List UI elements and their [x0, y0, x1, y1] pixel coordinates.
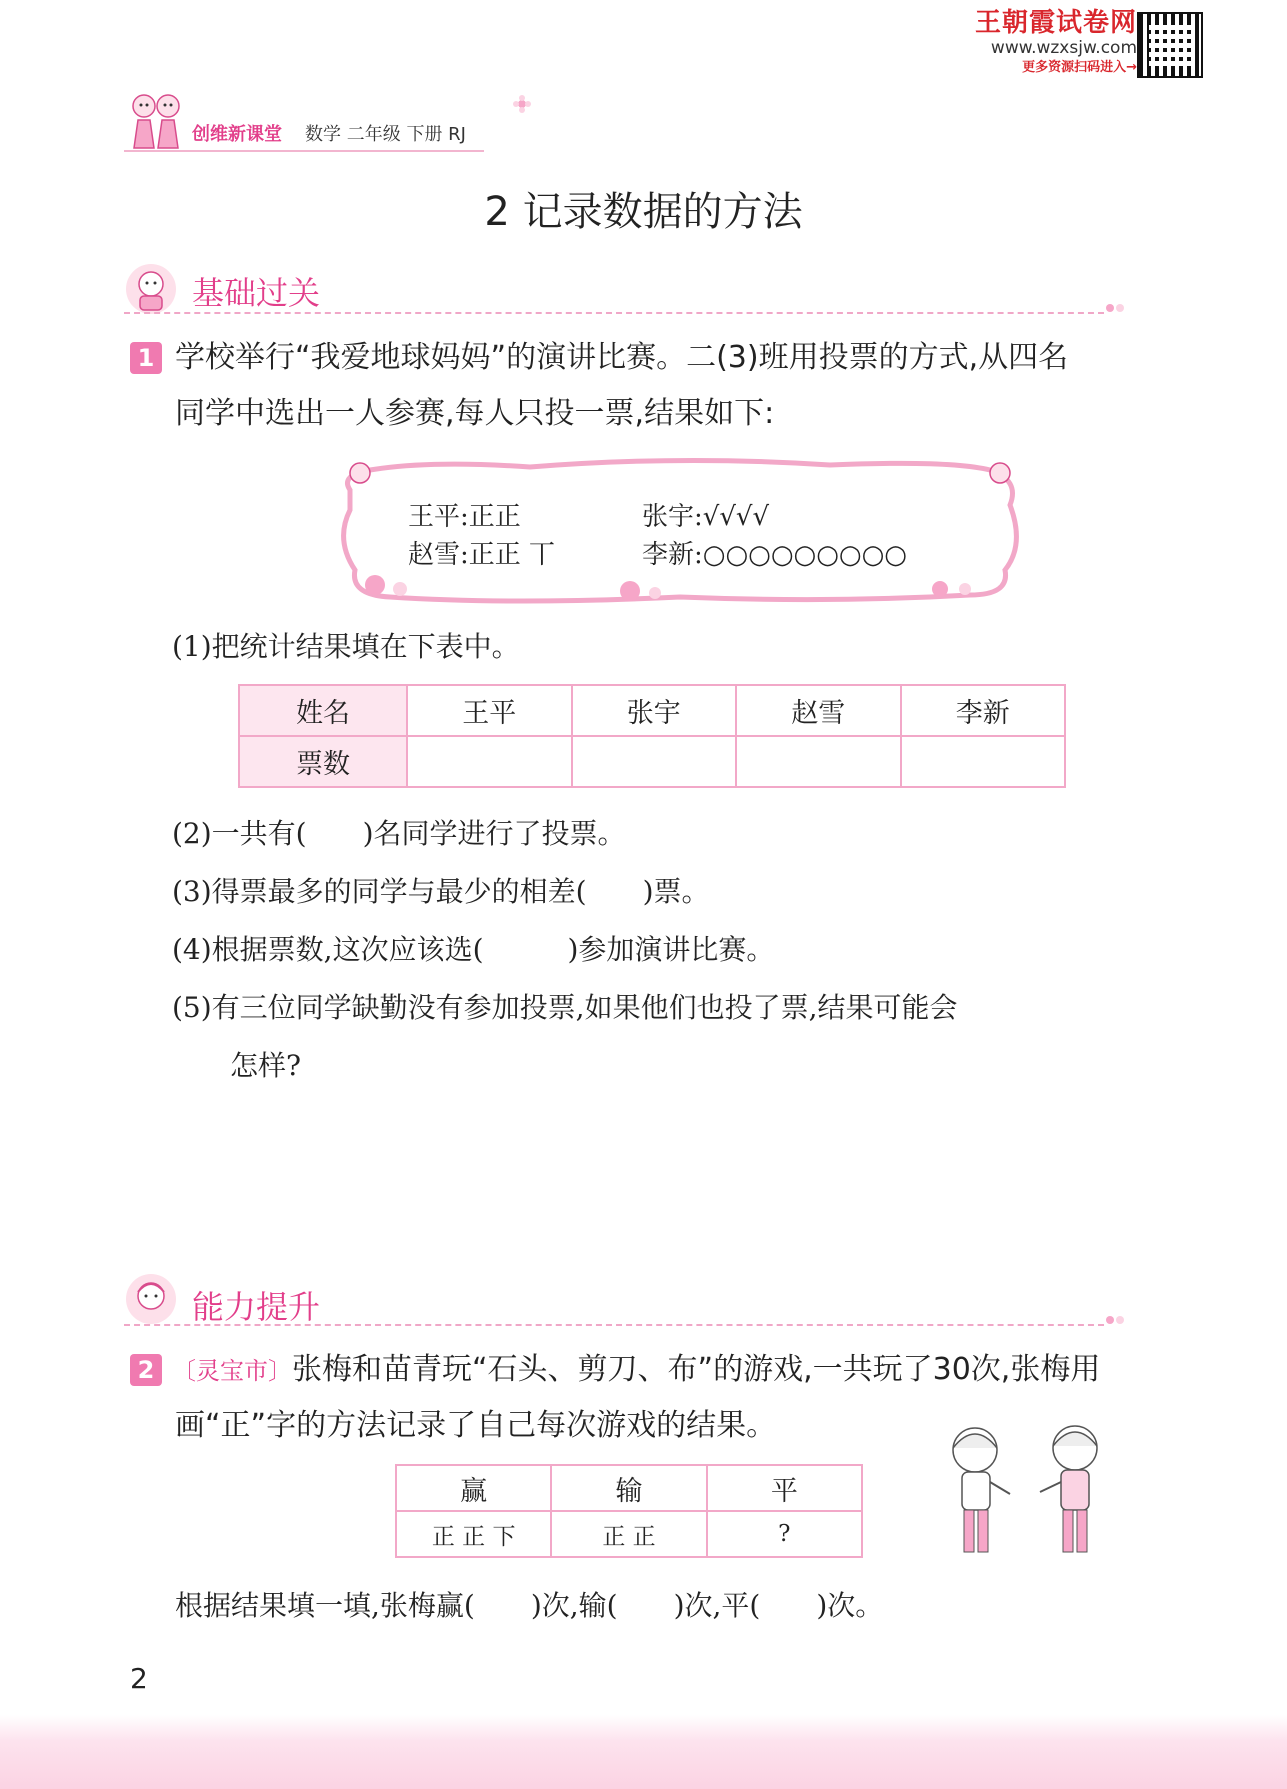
q1-part5-line2: 怎样? [230, 1049, 302, 1082]
q2-source: 〔灵宝市〕 [172, 1357, 292, 1385]
brand-block [975, 10, 1137, 74]
dots-decoration-icon [1104, 1310, 1128, 1330]
header-divider [124, 150, 484, 152]
section-title-advanced: 能力提升 [192, 1288, 321, 1326]
brand-url[interactable]: www.wzxsjw.com [990, 38, 1137, 58]
brand-name: 王朝霞试卷网 [974, 8, 1137, 38]
tally-marks-d: ○○○○○○○○○ [702, 540, 907, 570]
vote-count-cell[interactable] [572, 736, 737, 787]
vote-count-cell[interactable] [901, 736, 1066, 787]
game-table-header: 平 [707, 1465, 862, 1511]
q2-fill-blank: 根据结果填一填,张梅赢( )次,输( )次,平( )次。 [175, 1589, 884, 1622]
kids-mascot-icon [124, 88, 188, 152]
series-name: 创维新课堂 [192, 124, 282, 145]
vote-count-cell[interactable] [407, 736, 572, 787]
footer-band [0, 1715, 1287, 1789]
dots-decoration-icon [1104, 298, 1128, 318]
tally-marks-c: 正正 丅 [468, 540, 556, 570]
vote-table-name: 李新 [901, 685, 1066, 736]
tally-name-a: 王平: [408, 502, 469, 532]
two-girls-illustration [940, 1412, 1120, 1562]
tally-marks-b: √√√√ [702, 502, 770, 532]
question-number-badge: 2 [130, 1354, 162, 1386]
q1-stem-line2: 同学中选出一人参赛,每人只投一票,结果如下: [175, 396, 775, 431]
vote-table-name: 张宇 [572, 685, 737, 736]
vote-table-name: 赵雪 [736, 685, 901, 736]
q1-part1: (1)把统计结果填在下表中。 [172, 630, 520, 663]
q1-part2: (2)一共有( )名同学进行了投票。 [172, 817, 626, 850]
q2-stem-text: 张梅和苗青玩“石头、剪刀、布”的游戏,一共玩了30次,张梅用 [292, 1352, 1101, 1387]
q1-part4: (4)根据票数,这次应该选( )参加演讲比赛。 [172, 933, 775, 966]
q1-stem-line1: 学校举行“我爱地球妈妈”的演讲比赛。二(3)班用投票的方式,从四名 [175, 340, 1069, 375]
page-number: 2 [130, 1662, 148, 1695]
question-number-badge: 1 [130, 342, 162, 374]
tally-row-c [408, 534, 555, 571]
brand-tagline: 更多资源扫码进入→ [1022, 60, 1137, 75]
page-title: 2 记录数据的方法 [484, 189, 803, 235]
vote-table-row-label: 票数 [239, 736, 407, 787]
section-divider [124, 312, 1104, 314]
tally-row-a [408, 496, 521, 533]
book-info: 数学 二年级 下册 RJ [305, 124, 466, 145]
section-title-basic: 基础过关 [192, 274, 321, 312]
tally-name-c: 赵雪: [408, 540, 469, 570]
section-divider [124, 1324, 1104, 1326]
flower-icon [512, 94, 532, 114]
q2-stem-line2: 画“正”字的方法记录了自己每次游戏的结果。 [175, 1408, 777, 1443]
vote-table-header-label: 姓名 [239, 685, 407, 736]
section-mascot-icon [124, 1272, 178, 1326]
tally-name-b: 张宇: [642, 502, 703, 532]
tally-marks-a: 正正 [468, 502, 521, 532]
q1-part5-line1: (5)有三位同学缺勤没有参加投票,如果他们也投了票,结果可能会 [172, 991, 958, 1024]
vote-count-cell[interactable] [736, 736, 901, 787]
game-table-value: 正 正 下 [396, 1511, 551, 1557]
qr-code-icon[interactable] [1137, 12, 1203, 78]
tally-row-b [642, 496, 769, 533]
tally-name-d: 李新: [642, 540, 703, 570]
section-mascot-icon [124, 262, 178, 316]
vote-table-name: 王平 [407, 685, 572, 736]
game-table-header: 赢 [396, 1465, 551, 1511]
tally-row-d [642, 534, 907, 571]
q1-part3: (3)得票最多的同学与最少的相差( )票。 [172, 875, 710, 908]
q2-stem-line1 [172, 1342, 1100, 1399]
game-table-value: 正 正 [551, 1511, 706, 1557]
game-table-header: 输 [551, 1465, 706, 1511]
game-table-value: ? [707, 1511, 862, 1557]
vote-table [238, 684, 1066, 788]
game-result-table [395, 1464, 863, 1558]
